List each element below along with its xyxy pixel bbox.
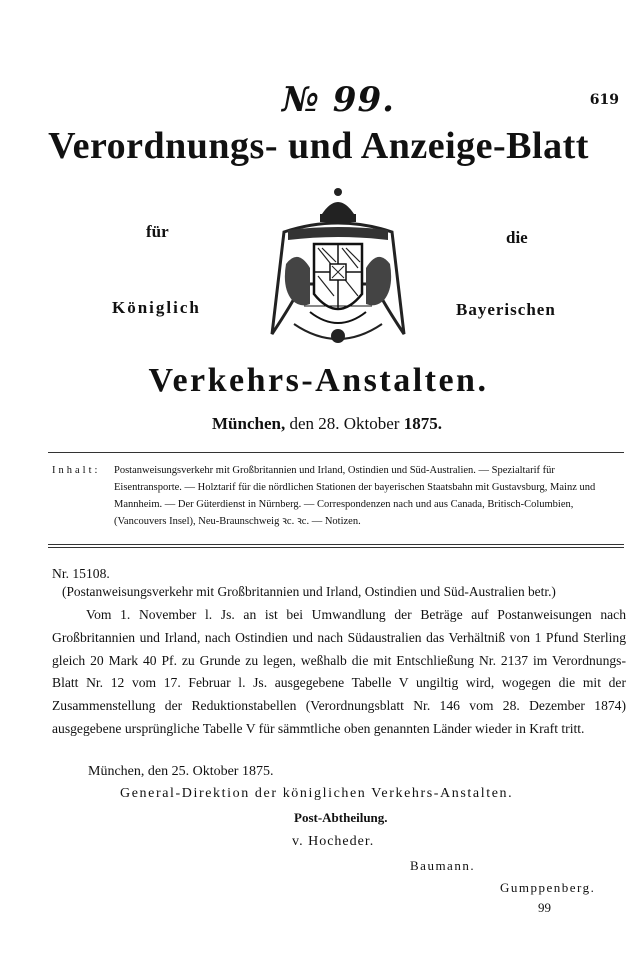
- article-place-date: München, den 25. Oktober 1875.: [88, 764, 274, 779]
- dateline-year: 1875.: [403, 414, 442, 433]
- page-number: 619: [589, 92, 619, 108]
- table-of-contents: [52, 462, 624, 530]
- signatory-baumann: Baumann.: [410, 858, 476, 873]
- issuing-authority: General-Direktion der königlichen Verkehrs-Anstalten.: [120, 786, 514, 801]
- signatory-gumppenberg: Gumppenberg.: [500, 880, 596, 895]
- masthead-subtitle: Verkehrs-Anstalten.: [148, 362, 489, 399]
- masthead-fuer: für: [146, 222, 169, 241]
- masthead-bayerischen: Bayerischen: [456, 300, 556, 319]
- divider-double: [48, 544, 624, 548]
- article-subject: (Postanweisungsverkehr mit Großbritannien und Irland, Ostindien und Süd-Australien betr.): [62, 584, 556, 599]
- dateline-place: München,: [212, 414, 286, 433]
- contents-label: Inhalt:: [52, 465, 101, 476]
- masthead-die: die: [506, 228, 528, 247]
- signatory-hocheder: v. Hocheder.: [292, 834, 375, 849]
- masthead-koeniglich: Königlich: [112, 298, 201, 317]
- contents-text: Postanweisungsverkehr mit Großbritannien und Irland, Ostindien und Süd-Australien. — Spezialtarif für Eisentransporte. — Holztarif für die nördlichen Stationen der bayerischen Staatsbahn mit Gustavsburg, Mainz und Mannheim. — Der Güterdienst in Nürnberg. — Correspondenzen nach und aus Canada, Britisch-Columbien, (Vancouvers Insel), Neu-Braunschweig ꝛc. ꝛc. — Notizen.: [114, 465, 596, 527]
- masthead-title: Verordnungs- und Anzeige-Blatt: [48, 125, 589, 167]
- department: Post-Abtheilung.: [294, 810, 388, 825]
- footer-number: 99: [538, 900, 551, 915]
- dateline-date: den 28. Oktober: [289, 414, 400, 433]
- dateline: [212, 414, 442, 434]
- bavarian-coat-of-arms-icon: [264, 184, 412, 364]
- issue-number: № 99.: [282, 80, 395, 120]
- article-number: Nr. 15108.: [52, 566, 110, 581]
- article-paragraph: Vom 1. November l. Js. an ist bei Umwandlung der Beträge auf Postanweisungen nach Großbritannien und Irland, nach Ostindien und nach Südaustralien das Verhältniß von 1 Pfund Sterling gleich 20 Mark 40 Pf. zu Grunde zu legen, weßhalb die mit Entschließung Nr. 2137 im Verordnungs-Blatt Nr. 12 vom 17. Februar l. Js. ausgegebene Tabelle V ungiltig wird, wogegen die mit der Zusammenstellung der Reduktionstabellen (Verordnungsblatt Nr. 146 vom 28. Dezember 1874) ausgegebene ursprüngliche Tabelle V für sämmtliche oben genannten Länder wieder in Kraft tritt.: [52, 607, 626, 736]
- divider-top: [48, 452, 624, 453]
